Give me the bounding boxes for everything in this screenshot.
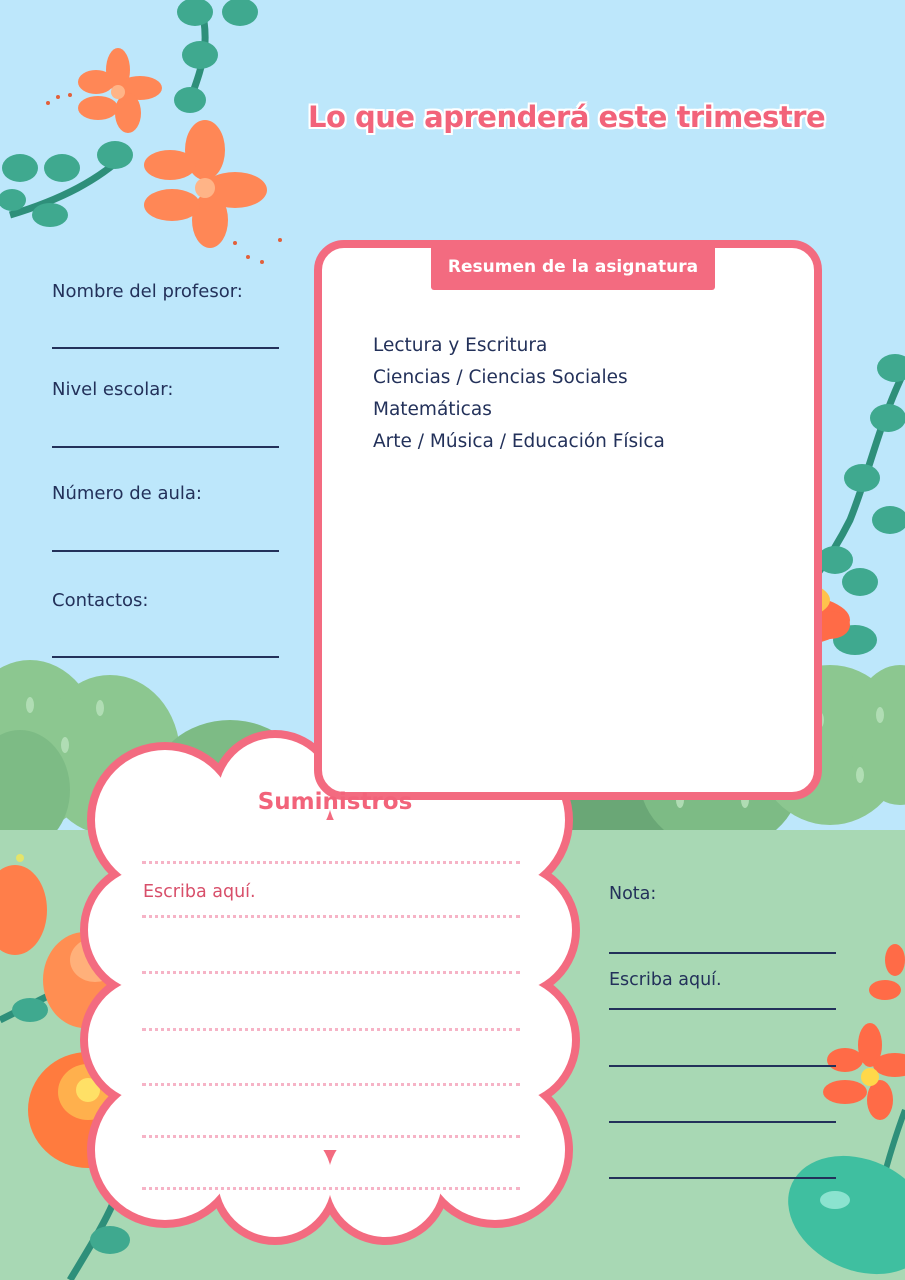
subject-item: Matemáticas (373, 399, 492, 420)
supplies-line[interactable] (142, 1135, 520, 1138)
supplies-title: Suministros (257, 789, 413, 815)
supplies-line[interactable] (142, 915, 520, 918)
note-line[interactable] (609, 1177, 836, 1179)
page-title: Lo que aprenderá este trimestre (308, 100, 826, 134)
grade-level-label: Nivel escolar: (52, 379, 174, 400)
classroom-number-label: Número de aula: (52, 483, 202, 504)
contacts-line[interactable] (52, 656, 279, 658)
note-placeholder[interactable]: Escriba aquí. (609, 970, 722, 990)
note-line[interactable] (609, 1065, 836, 1067)
teacher-name-line[interactable] (52, 347, 279, 349)
note-line[interactable] (609, 1121, 836, 1123)
supplies-line[interactable] (142, 971, 520, 974)
subject-item: Arte / Música / Educación Física (373, 431, 665, 452)
supplies-line[interactable] (142, 1187, 520, 1190)
note-line[interactable] (609, 1008, 836, 1010)
subject-summary-tab: Resumen de la asignatura (431, 244, 715, 290)
supplies-line[interactable] (142, 861, 520, 864)
subject-item: Ciencias / Ciencias Sociales (373, 367, 628, 388)
subject-summary-card (314, 240, 822, 800)
supplies-line[interactable] (142, 1028, 520, 1031)
contacts-label: Contactos: (52, 590, 149, 611)
subject-item: Lectura y Escritura (373, 335, 548, 356)
grade-level-line[interactable] (52, 446, 279, 448)
note-label: Nota: (609, 884, 657, 904)
note-line[interactable] (609, 952, 836, 954)
teacher-name-label: Nombre del profesor: (52, 281, 243, 302)
supplies-placeholder[interactable]: Escriba aquí. (143, 882, 256, 902)
classroom-number-line[interactable] (52, 550, 279, 552)
supplies-line[interactable] (142, 1083, 520, 1086)
